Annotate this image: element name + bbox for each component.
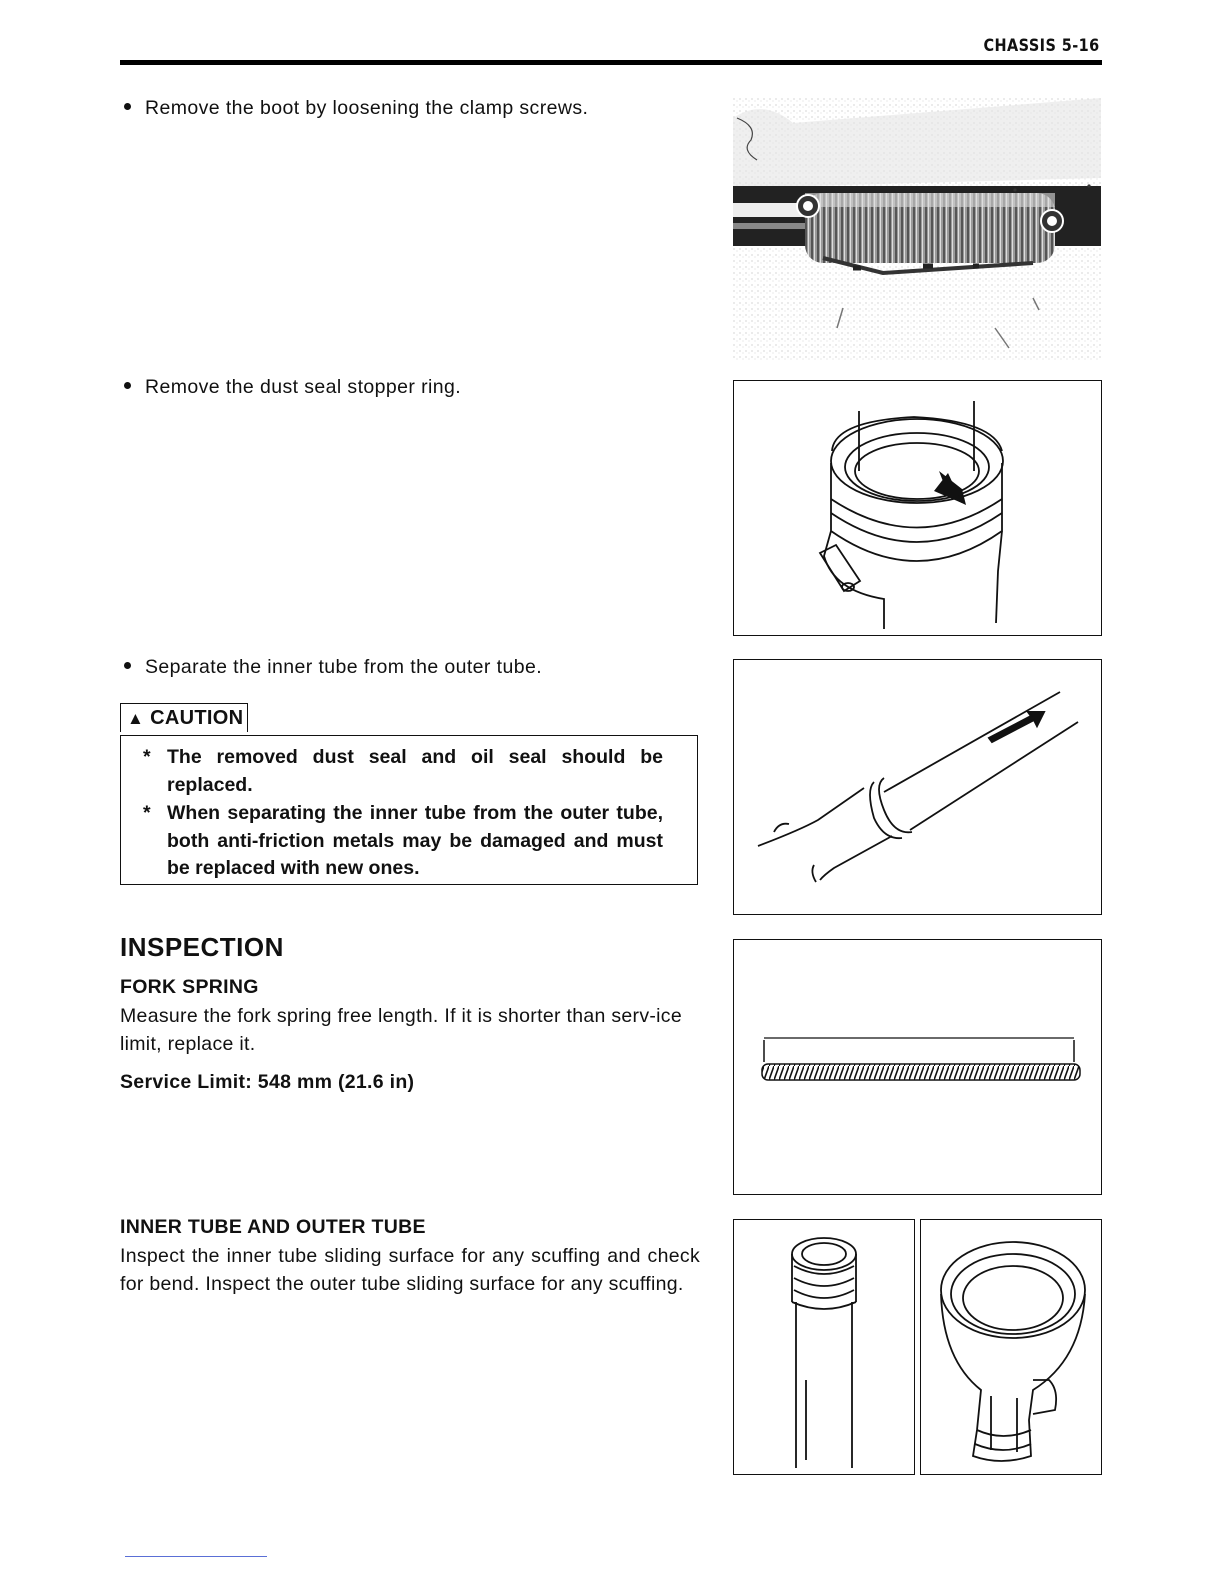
warning-triangle-icon: ▲ bbox=[127, 709, 145, 728]
bullet-icon bbox=[124, 382, 131, 389]
footer-rule bbox=[125, 1556, 267, 1557]
step-remove-stopper-ring bbox=[124, 376, 461, 399]
caution-label-text: CAUTION bbox=[150, 707, 244, 729]
bullet-icon bbox=[124, 662, 131, 669]
fork-spring-illustration bbox=[734, 940, 1100, 1193]
caution-item-text: When separating the inner tube from the outer tube, both anti-friction metals may be damaged and must be replaced with new ones. bbox=[167, 802, 663, 879]
figure-separate-tubes bbox=[733, 659, 1102, 915]
step-text: Remove the boot by loosening the clamp screws. bbox=[145, 97, 589, 119]
outer-tube-illustration bbox=[921, 1220, 1100, 1473]
subsection-title-fork-spring: FORK SPRING bbox=[120, 976, 259, 998]
boot-photo-illustration bbox=[733, 98, 1101, 360]
bullet-icon bbox=[124, 103, 131, 110]
tubes-instructions: Inspect the inner tube sliding surface for any scuffing and check for bend. Inspect the outer tube sliding surface for any scuffing. bbox=[120, 1245, 700, 1295]
step-remove-boot bbox=[124, 97, 588, 120]
stopper-ring-illustration bbox=[734, 381, 1100, 634]
figure-outer-tube bbox=[920, 1219, 1102, 1475]
caution-label bbox=[120, 703, 248, 732]
subsection-title-tubes: INNER TUBE AND OUTER TUBE bbox=[120, 1216, 426, 1238]
asterisk-icon: * bbox=[143, 802, 151, 824]
step-separate-tubes bbox=[124, 656, 542, 679]
caution-item bbox=[143, 800, 663, 883]
figure-stopper-ring bbox=[733, 380, 1102, 636]
separate-tubes-illustration bbox=[734, 660, 1100, 913]
asterisk-icon: * bbox=[143, 746, 151, 768]
step-text: Remove the dust seal stopper ring. bbox=[145, 376, 462, 398]
figure-fork-spring bbox=[733, 939, 1102, 1195]
header-rule bbox=[120, 60, 1102, 65]
inner-tube-illustration bbox=[734, 1220, 913, 1473]
caution-item-text: The removed dust seal and oil seal should be replaced. bbox=[167, 746, 663, 796]
figure-boot-photo bbox=[733, 98, 1101, 360]
step-text: Separate the inner tube from the outer tube. bbox=[145, 656, 543, 678]
caution-item bbox=[143, 744, 663, 799]
fork-spring-instructions: Measure the fork spring free length. If it is shorter than serv-ice limit, replace it. bbox=[120, 1005, 683, 1055]
service-limit-spec: Service Limit: 548 mm (21.6 in) bbox=[120, 1071, 415, 1093]
section-title-inspection: INSPECTION bbox=[120, 932, 284, 962]
figure-inner-tube bbox=[733, 1219, 915, 1475]
page-header-title: CHASSIS 5-16 bbox=[983, 36, 1100, 56]
caution-box bbox=[120, 735, 698, 885]
